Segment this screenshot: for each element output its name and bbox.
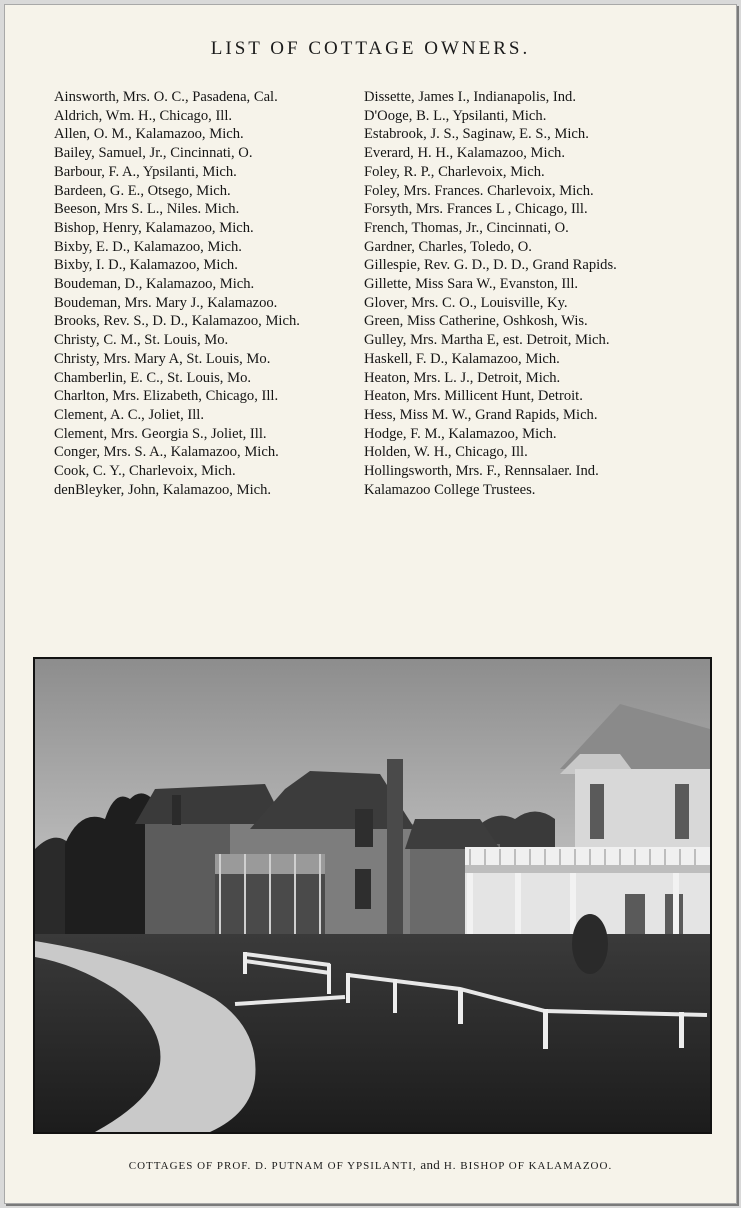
owner-entry: Bishop, Henry, Kalamazoo, Mich. xyxy=(54,219,254,236)
photo-caption xyxy=(0,1157,741,1173)
owner-entry: Heaton, Mrs. L. J., Detroit, Mich. xyxy=(364,369,561,386)
owner-entry: Brooks, Rev. S., D. D., Kalamazoo, Mich. xyxy=(54,313,300,330)
owner-entry: Gillette, Miss Sara W., Evanston, Ill. xyxy=(364,276,579,293)
owner-entry: Forsyth, Mrs. Frances L , Chicago, Ill. xyxy=(364,201,588,218)
owner-entry: Aldrich, Wm. H., Chicago, Ill. xyxy=(54,107,233,124)
owner-entry: Allen, O. M., Kalamazoo, Mich. xyxy=(54,126,244,143)
owner-entry: Boudeman, D., Kalamazoo, Mich. xyxy=(54,276,255,293)
owner-entry: Gardner, Charles, Toledo, O. xyxy=(364,238,532,255)
owner-entry: Estabrook, J. S., Saginaw, E. S., Mich. xyxy=(364,126,589,143)
cottages-photograph xyxy=(33,657,712,1134)
owner-entry: Cook, C. Y., Charlevoix, Mich. xyxy=(54,463,236,480)
caption-part-3: H. BISHOP OF KALAMAZOO. xyxy=(443,1160,613,1172)
owner-entry: Dissette, James I., Indianapolis, Ind. xyxy=(364,89,576,105)
owner-entry: Heaton, Mrs. Millicent Hunt, Detroit. xyxy=(364,388,583,405)
owner-entry: Gillespie, Rev. G. D., D. D., Grand Rapids. xyxy=(364,257,617,274)
owner-entry: Christy, C. M., St. Louis, Mo. xyxy=(54,332,229,349)
owner-entry: Clement, A. C., Joliet, Ill. xyxy=(54,406,204,423)
owner-entry: Ainsworth, Mrs. O. C., Pasadena, Cal. xyxy=(54,89,278,105)
owner-entry: Barbour, F. A., Ypsilanti, Mich. xyxy=(54,163,237,180)
owner-entry: Bixby, I. D., Kalamazoo, Mich. xyxy=(54,257,238,274)
owner-entry: Charlton, Mrs. Elizabeth, Chicago, Ill. xyxy=(54,388,279,405)
owner-entry: Foley, Mrs. Frances. Charlevoix, Mich. xyxy=(364,182,594,199)
owner-entry: Kalamazoo College Trustees. xyxy=(364,481,536,498)
owner-entry: Foley, R. P., Charlevoix, Mich. xyxy=(364,163,545,180)
caption-part-1: COTTAGES OF PROF. D. PUTNAM OF YPSILANTI, xyxy=(128,1160,417,1172)
owner-entry: French, Thomas, Jr., Cincinnati, O. xyxy=(364,219,569,236)
owner-entry: Holden, W. H., Chicago, Ill. xyxy=(364,444,528,461)
owners-list-left xyxy=(54,88,300,499)
owner-entry: Bardeen, G. E., Otsego, Mich. xyxy=(54,182,231,199)
owner-entry: Chamberlin, E. C., St. Louis, Mo. xyxy=(54,369,252,386)
owner-entry: denBleyker, John, Kalamazoo, Mich. xyxy=(54,481,272,498)
owner-entry: Clement, Mrs. Georgia S., Joliet, Ill. xyxy=(54,425,267,442)
owner-entry: Everard, H. H., Kalamazoo, Mich. xyxy=(364,145,565,162)
owner-entry: Beeson, Mrs S. L., Niles. Mich. xyxy=(54,201,240,218)
owner-entry: Hollingsworth, Mrs. F., Rennsalaer. Ind. xyxy=(364,463,599,480)
owner-entry: Glover, Mrs. C. O., Louisville, Ky. xyxy=(364,294,568,311)
owner-entry: Conger, Mrs. S. A., Kalamazoo, Mich. xyxy=(54,444,279,461)
owner-entry: Bixby, E. D., Kalamazoo, Mich. xyxy=(54,238,242,255)
owner-entry: Boudeman, Mrs. Mary J., Kalamazoo. xyxy=(54,294,278,311)
page-title: LIST OF COTTAGE OWNERS. xyxy=(210,38,531,59)
owner-entry: D'Ooge, B. L., Ypsilanti, Mich. xyxy=(364,107,547,124)
owner-entry: Christy, Mrs. Mary A, St. Louis, Mo. xyxy=(54,350,271,367)
owner-entry: Hodge, F. M., Kalamazoo, Mich. xyxy=(364,425,557,442)
owner-entry: Haskell, F. D., Kalamazoo, Mich. xyxy=(364,350,560,367)
owners-list-right xyxy=(364,88,617,499)
owner-entry: Hess, Miss M. W., Grand Rapids, Mich. xyxy=(364,406,598,423)
caption-part-2: and xyxy=(420,1157,441,1172)
owner-entry: Bailey, Samuel, Jr., Cincinnati, O. xyxy=(54,145,253,162)
owner-entry: Green, Miss Catherine, Oshkosh, Wis. xyxy=(364,313,588,330)
owner-entry: Gulley, Mrs. Martha E, est. Detroit, Mich. xyxy=(364,332,610,349)
